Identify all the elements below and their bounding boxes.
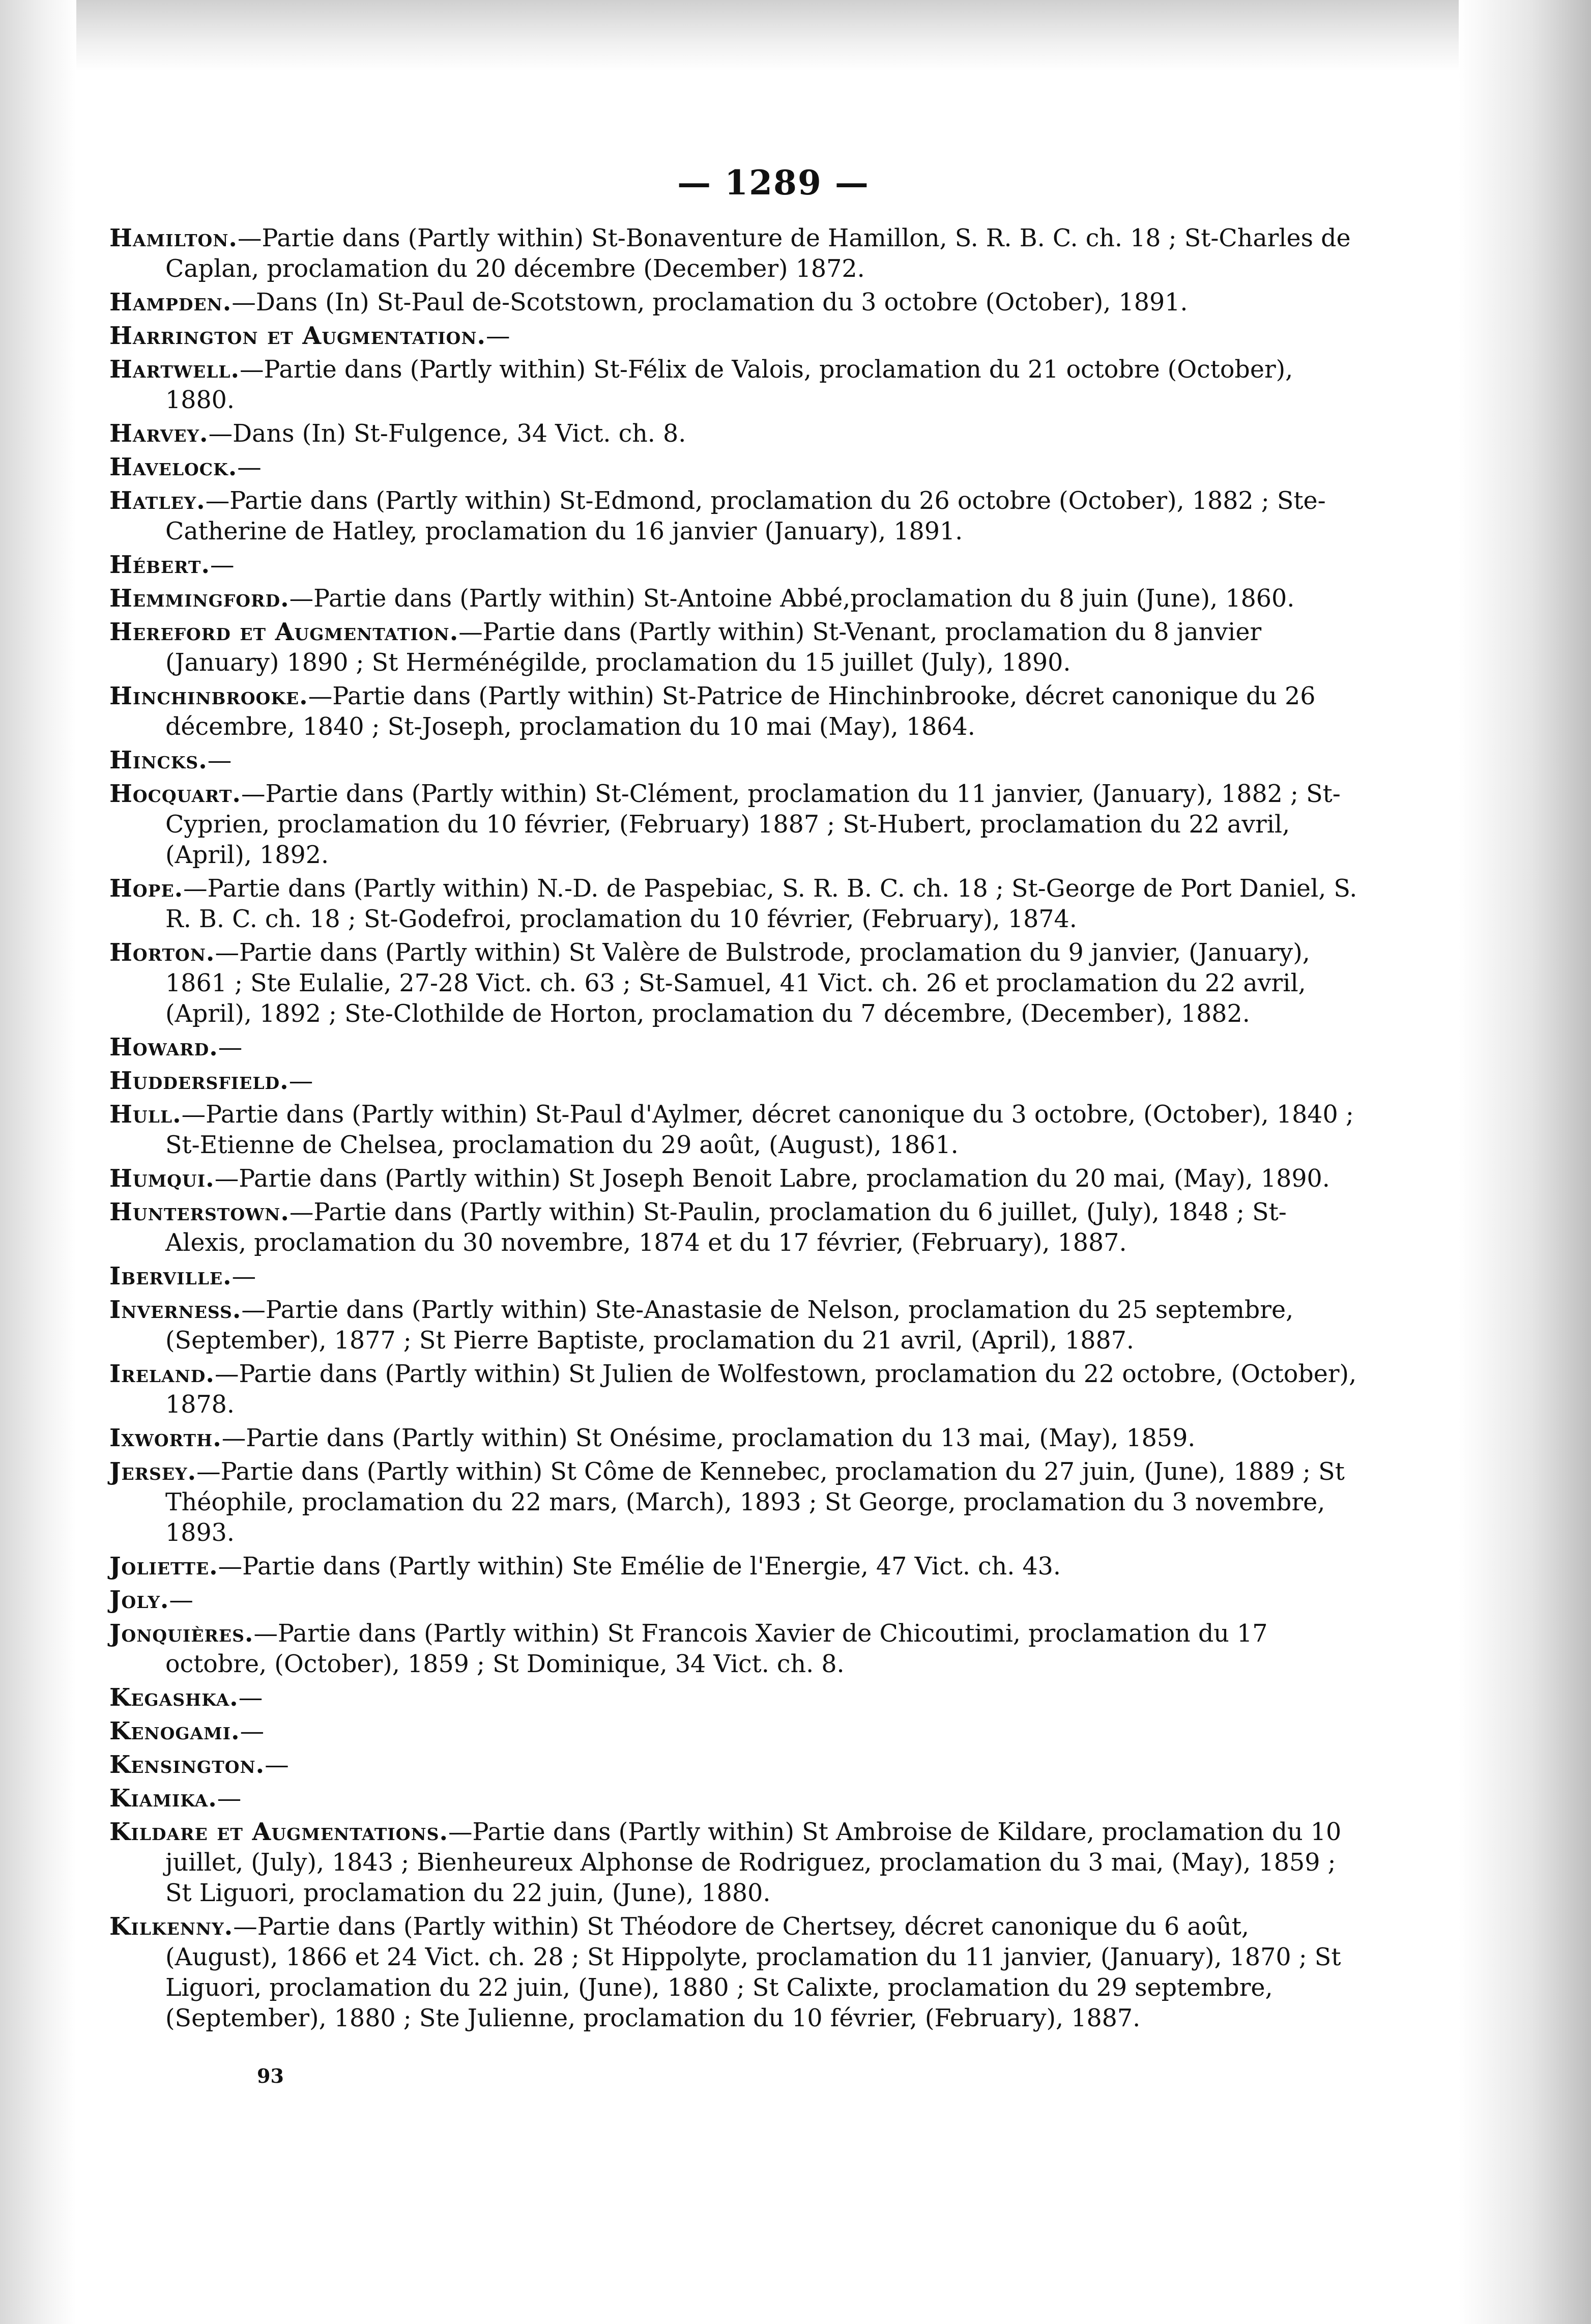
township-description: — <box>238 1684 263 1712</box>
township-description: — <box>169 1586 193 1614</box>
township-name: Jersey. <box>109 1457 197 1486</box>
township-name: Hocquart. <box>109 780 241 808</box>
scan-shadow-right <box>1459 0 1591 2324</box>
township-entry <box>109 1066 1366 1097</box>
township-entry <box>109 1163 1366 1194</box>
township-name: Hincks. <box>109 746 208 774</box>
township-name: Jonquières. <box>109 1619 254 1648</box>
township-entry <box>109 1911 1366 2034</box>
township-name: Huddersfield. <box>109 1067 289 1095</box>
township-name: Hemmingford. <box>109 584 290 613</box>
township-description: —Partie dans (Partly within) St-Venant, proclamation du 8 janvier (January) 1890 ; St Herménégilde, proclamation du 15 juillet (July), 1890. <box>165 618 1262 677</box>
township-name: Kilkenny. <box>109 1912 234 1941</box>
township-name: Hamilton. <box>109 224 238 252</box>
township-entry <box>109 1585 1366 1616</box>
township-description: — <box>265 1751 289 1779</box>
township-entry <box>109 681 1366 742</box>
page-number: — 1289 — <box>677 163 870 203</box>
township-entry <box>109 1197 1366 1258</box>
township-description: —Partie dans (Partly within) St Joseph Benoit Labre, proclamation du 20 mai, (May), 1890. <box>214 1165 1330 1193</box>
township-entry <box>109 418 1366 449</box>
township-name: Humqui. <box>109 1164 215 1193</box>
township-name: Kildare et Augmentations. <box>109 1818 448 1846</box>
township-description: — <box>486 322 510 350</box>
township-description: — <box>288 1067 313 1095</box>
township-description: — <box>237 453 262 481</box>
township-name: Ireland. <box>109 1360 215 1388</box>
township-description: —Partie dans (Partly within) St-Paul d'Aylmer, décret canonique du 3 octobre, (October), 1840 ; St-Etienne de Chelsea, proclamation du 29 août, (August), 1861. <box>165 1101 1354 1159</box>
township-entry <box>109 583 1366 614</box>
township-description: —Partie dans (Partly within) St-Edmond, proclamation du 26 octobre (October), 1882 ; Ste-Catherine de Hatley, proclamation du 16 janvier (January), 1891. <box>165 487 1326 546</box>
township-description: —Partie dans (Partly within) St Julien de Wolfestown, proclamation du 22 octobre, (October), 1878. <box>165 1360 1357 1419</box>
township-entry <box>109 873 1366 935</box>
township-name: Hinchinbrooke. <box>109 682 308 710</box>
township-name: Hébert. <box>109 551 211 579</box>
township-entry <box>109 937 1366 1029</box>
township-name: Kensington. <box>109 1751 265 1779</box>
township-description: —Partie dans (Partly within) St Théodore de Chertsey, décret canonique du 6 août, (August), 1866 et 24 Vict. ch. 28 ; St Hippolyte, proclamation du 11 janvier, (January), 1870 ; St Liguori, proclamation du 22 juin, (June), 1880 ; St Calixte, proclamation du 29 septembre, (September), 1880 ; Ste Julienne, proclamation du 10 février, (February), 1887. <box>165 1913 1341 2032</box>
township-name: Inverness. <box>109 1296 242 1324</box>
document-page <box>109 163 1366 2087</box>
township-name: Joly. <box>109 1586 169 1614</box>
scan-shadow-top <box>0 0 1591 71</box>
township-entry <box>109 1783 1366 1814</box>
township-entry <box>109 1423 1366 1454</box>
township-description: —Partie dans (Partly within) St-Patrice de Hinchinbrooke, décret canonique du 26 décembre, 1840 ; St-Joseph, proclamation du 10 mai (May), 1864. <box>165 682 1316 741</box>
township-name: Hunterstown. <box>109 1198 290 1226</box>
township-name: Kiamika. <box>109 1784 217 1813</box>
township-entry <box>109 745 1366 776</box>
township-name: Howard. <box>109 1033 218 1061</box>
township-description: —Partie dans (Partly within) St-Félix de Valois, proclamation du 21 octobre (October), 1880. <box>165 356 1293 414</box>
township-description: —Partie dans (Partly within) St Francois Xavier de Chicoutimi, proclamation du 17 octobre, (October), 1859 ; St Dominique, 34 Vict. ch. 8. <box>165 1620 1268 1678</box>
township-description: — <box>240 1717 265 1745</box>
township-entry <box>109 321 1366 352</box>
township-description: —Partie dans (Partly within) N.-D. de Paspebiac, S. R. B. C. ch. 18 ; St-George de Port Daniel, S. R. B. C. ch. 18 ; St-Godefroi, proclamation du 10 février, (February), 1874. <box>165 875 1357 933</box>
scan-shadow-left <box>0 0 76 2324</box>
township-description: —Partie dans (Partly within) Ste-Anastasie de Nelson, proclamation du 25 septembre, (September), 1877 ; St Pierre Baptiste, proclamation du 21 avril, (April), 1887. <box>165 1296 1294 1355</box>
township-entry <box>109 1359 1366 1420</box>
township-description: —Partie dans (Partly within) St-Antoine Abbé,proclamation du 8 juin (June), 1860. <box>289 585 1295 613</box>
township-name: Hatley. <box>109 486 206 515</box>
township-entry <box>109 1817 1366 1909</box>
township-entry <box>109 452 1366 483</box>
township-entry <box>109 779 1366 871</box>
township-entry <box>109 1749 1366 1781</box>
township-description: — <box>218 1034 243 1061</box>
township-description: —Partie dans (Partly within) St Onésime, proclamation du 13 mai, (May), 1859. <box>221 1424 1196 1452</box>
township-entry <box>109 354 1366 416</box>
township-entry <box>109 1682 1366 1713</box>
township-name: Joliette. <box>109 1552 218 1581</box>
signature-mark: 93 <box>257 2064 284 2087</box>
township-name: Havelock. <box>109 453 238 481</box>
township-name: Hampden. <box>109 288 232 317</box>
township-entry <box>109 550 1366 581</box>
township-name: Hereford et Augmentation. <box>109 618 459 646</box>
entry-list <box>109 223 1366 2034</box>
township-description: —Partie dans (Partly within) St-Bonaventure de Hamillon, S. R. B. C. ch. 18 ; St-Charles de Caplan, proclamation du 20 décembre (December) 1872. <box>165 224 1351 283</box>
township-description: —Partie dans (Partly within) St-Paulin, proclamation du 6 juillet, (July), 1848 ; St-Alexis, proclamation du 30 novembre, 1874 et du 17 février, (February), 1887. <box>165 1198 1287 1257</box>
township-entry <box>109 1099 1366 1161</box>
township-description: —Dans (In) St-Paul de-Scotstown, proclamation du 3 octobre (October), 1891. <box>232 289 1188 317</box>
township-name: Horton. <box>109 938 215 967</box>
township-description: —Partie dans (Partly within) St Ambroise de Kildare, proclamation du 10 juillet, (July), 1843 ; Bienheureux Alphonse de Rodriguez, proclamation du 3 mai, (May), 1859 ; St Liguori, proclamation du 22 juin, (June), 1880. <box>165 1818 1342 1907</box>
township-description: —Partie dans (Partly within) Ste Emélie de l'Energie, 47 Vict. ch. 43. <box>218 1553 1061 1581</box>
township-name: Kenogami. <box>109 1717 240 1745</box>
township-entry <box>109 1032 1366 1063</box>
township-name: Hull. <box>109 1100 182 1129</box>
township-name: Iberville. <box>109 1262 232 1290</box>
township-name: Harvey. <box>109 419 209 448</box>
township-name: Hartwell. <box>109 355 240 384</box>
township-entry <box>109 1716 1366 1747</box>
township-entry <box>109 1551 1366 1582</box>
township-entry <box>109 1618 1366 1680</box>
township-description: —Partie dans (Partly within) St-Clément, proclamation du 11 janvier, (January), 1882 ; St-Cyprien, proclamation du 10 février, (February) 1887 ; St-Hubert, proclamation du 22 avril, (April), 1892. <box>165 780 1341 869</box>
township-name: Hope. <box>109 874 184 903</box>
township-entry <box>109 485 1366 547</box>
township-description: — <box>207 747 232 774</box>
township-entry <box>109 223 1366 284</box>
township-entry <box>109 617 1366 678</box>
township-entry <box>109 1261 1366 1292</box>
township-name: Kegashka. <box>109 1683 239 1712</box>
township-description: — <box>217 1785 242 1813</box>
township-entry <box>109 1295 1366 1356</box>
township-description: — <box>232 1263 256 1290</box>
township-description: — <box>210 551 235 579</box>
township-name: Harrington et Augmentation. <box>109 322 486 350</box>
township-entry <box>109 287 1366 318</box>
township-description: —Dans (In) St-Fulgence, 34 Vict. ch. 8. <box>208 420 686 448</box>
township-name: Ixworth. <box>109 1424 222 1452</box>
township-entry <box>109 1456 1366 1548</box>
township-description: —Partie dans (Partly within) St Valère de Bulstrode, proclamation du 9 janvier, (January), 1861 ; Ste Eulalie, 27-28 Vict. ch. 63 ; St-Samuel, 41 Vict. ch. 26 et proclamation du 22 avril, (April), 1892 ; Ste-Clothilde de Horton, proclamation du 7 décembre, (December), 1882. <box>165 939 1310 1028</box>
township-description: —Partie dans (Partly within) St Côme de Kennebec, proclamation du 27 juin, (June), 1889 ; St Théophile, proclamation du 22 mars, (March), 1893 ; St George, proclamation du 3 novembre, 1893. <box>165 1458 1345 1547</box>
